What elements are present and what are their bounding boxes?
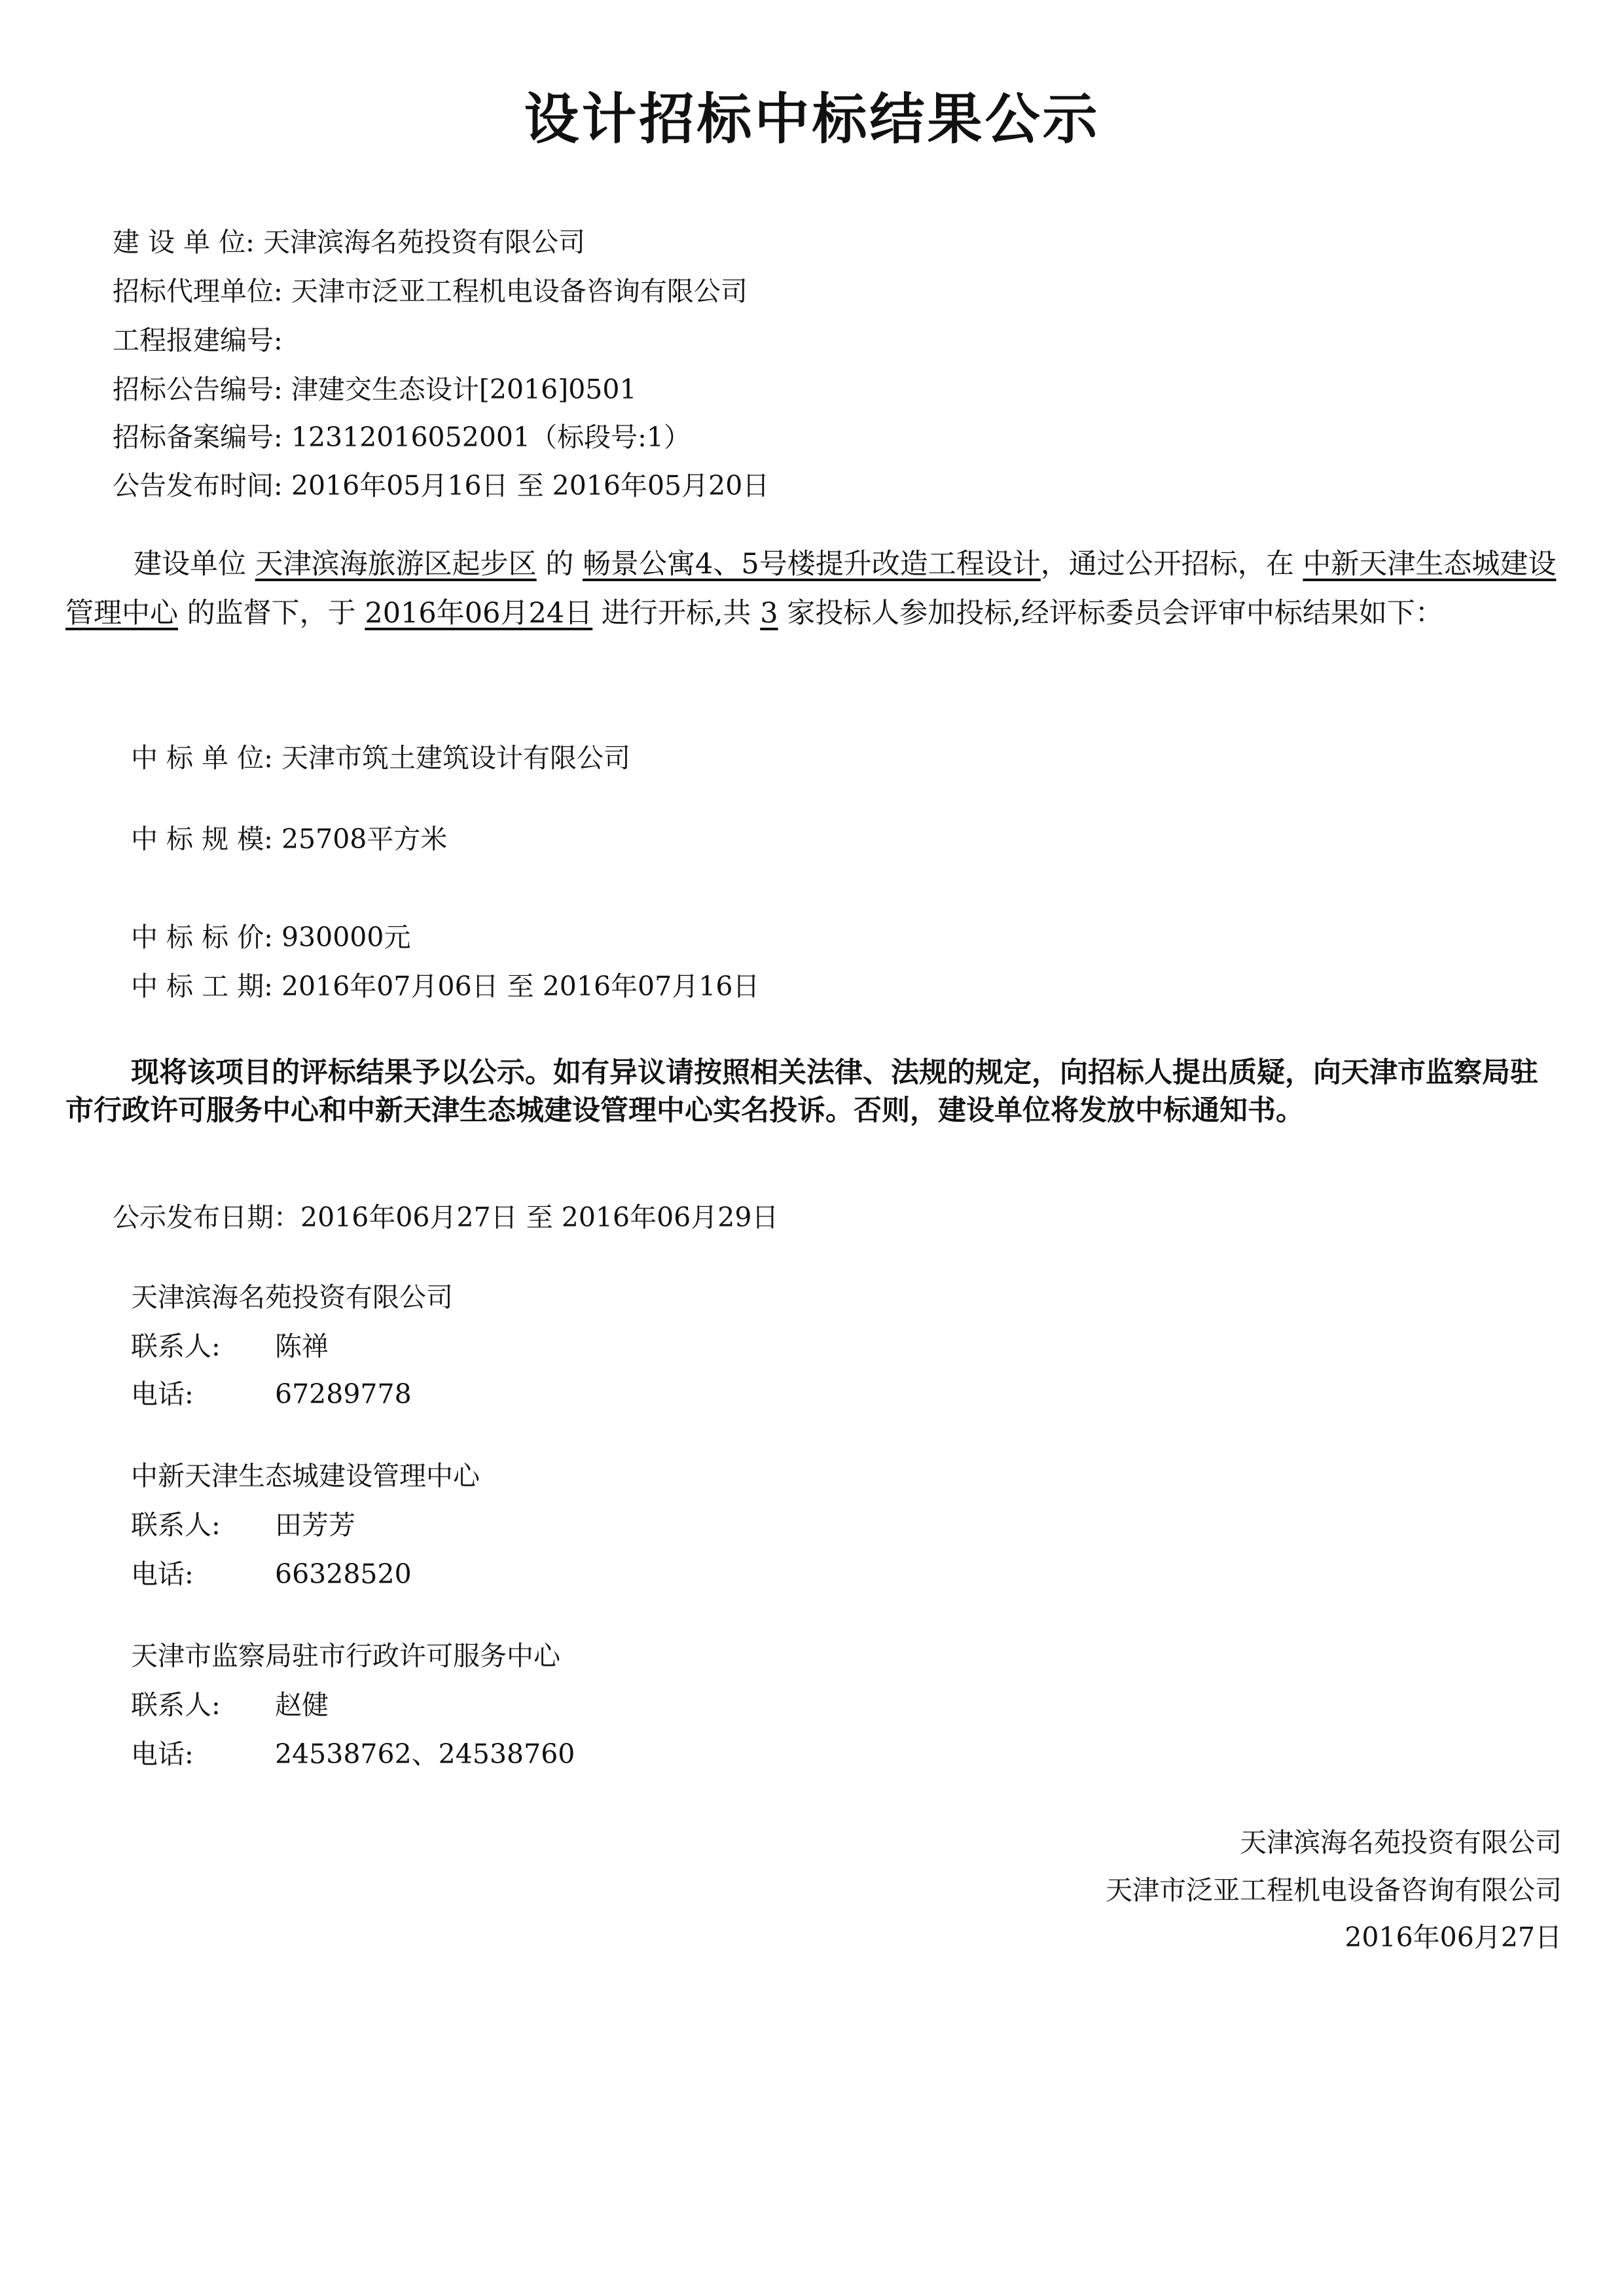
signature-date: 2016年06月27日 xyxy=(1344,1922,1562,1953)
award-winner xyxy=(131,742,630,774)
field-value: 2016年05月16日 至 2016年05月20日 xyxy=(291,470,770,501)
contact-person-name: 赵健 xyxy=(275,1689,329,1721)
contact-phone xyxy=(131,1378,412,1410)
contact-person-label: 联系人: xyxy=(131,1331,221,1362)
contact-phone-number: 67289778 xyxy=(275,1378,412,1410)
builder-name: 天津滨海旅游区起步区 xyxy=(255,548,537,581)
award-scale xyxy=(131,823,448,855)
intro-text: 进行开标,共 xyxy=(592,597,761,630)
intro-text: 的监督下，于 xyxy=(178,597,365,630)
contact-org: 天津市监察局驻市行政许可服务中心 xyxy=(131,1640,560,1672)
contact-person xyxy=(131,1509,355,1541)
intro-paragraph xyxy=(65,540,1564,638)
supervisor-name: 中新天津生态城建设管理中心 xyxy=(65,548,1557,630)
contact-phone-label: 电话: xyxy=(131,1558,194,1590)
field-value: 天津市泛亚工程机电设备咨询有限公司 xyxy=(291,276,748,307)
award-label: 中 标 工 期: xyxy=(131,971,273,1002)
contact-phone-label: 电话: xyxy=(131,1738,194,1770)
signature-org-2: 天津市泛亚工程机电设备咨询有限公司 xyxy=(1106,1874,1562,1906)
contact-person-name: 田芳芳 xyxy=(275,1509,355,1541)
contact-org: 中新天津生态城建设管理中心 xyxy=(131,1460,480,1492)
field-project-number xyxy=(113,327,283,354)
field-announcement-time xyxy=(113,470,770,501)
publicity-period: 公示发布日期：2016年06月27日 至 2016年06月29日 xyxy=(113,1202,779,1233)
contact-person xyxy=(131,1689,329,1721)
award-value: 930000元 xyxy=(281,922,411,953)
field-label: 建 设 单 位: xyxy=(113,226,255,258)
contact-person-label: 联系人: xyxy=(131,1509,221,1541)
award-label: 中 标 规 模: xyxy=(131,823,273,855)
contact-phone xyxy=(131,1738,575,1770)
field-label: 招标公告编号: xyxy=(113,374,283,405)
intro-text: 的 xyxy=(536,548,583,581)
intro-text: 建设单位 xyxy=(134,548,255,581)
contact-person xyxy=(131,1333,329,1360)
contact-phone-label: 电话: xyxy=(131,1378,194,1410)
intro-text: ，通过公开招标，在 xyxy=(1040,548,1303,581)
field-value: 12312016052001（标段号:1） xyxy=(291,422,691,453)
contact-phone-number: 24538762、24538760 xyxy=(275,1738,575,1770)
field-agent xyxy=(113,278,748,305)
field-builder xyxy=(113,226,585,258)
contact-org: 天津滨海名苑投资有限公司 xyxy=(131,1282,453,1313)
field-label: 工程报建编号: xyxy=(113,325,283,356)
field-label: 公告发布时间: xyxy=(113,470,283,501)
intro-text: 家投标人参加投标,经评标委员会评审中标结果如下： xyxy=(778,597,1443,630)
field-label: 招标代理单位: xyxy=(113,276,283,307)
field-value: 津建交生态设计[2016]0501 xyxy=(291,374,637,405)
contact-person-label: 联系人: xyxy=(131,1689,221,1721)
signature-org-1: 天津滨海名苑投资有限公司 xyxy=(1240,1827,1562,1858)
contact-phone-number: 66328520 xyxy=(275,1558,412,1590)
contact-phone xyxy=(131,1558,412,1590)
field-announcement-number xyxy=(113,376,637,403)
award-label: 中 标 单 位: xyxy=(131,742,273,774)
award-value: 25708平方米 xyxy=(281,823,448,855)
field-label: 招标备案编号: xyxy=(113,422,283,453)
field-record-number xyxy=(113,424,691,451)
award-price xyxy=(131,924,410,951)
page-title: 设计招标中标结果公示 xyxy=(524,87,1100,151)
award-period xyxy=(131,973,759,1000)
project-name: 畅景公寓4、5号楼提升改造工程设计 xyxy=(583,548,1041,581)
award-label: 中 标 标 价: xyxy=(131,922,273,953)
objection-notice: 现将该项目的评标结果予以公示。如有异议请按照相关法律、法规的规定，向招标人提出质疑，向天津市监察局驻市行政许可服务中心和中新天津生态城建设管理中心实名投诉。否则，建设单位将发放中标通知书。 xyxy=(65,1056,1538,1127)
opening-date: 2016年06月24日 xyxy=(365,597,593,630)
award-value: 2016年07月06日 至 2016年07月16日 xyxy=(281,971,760,1002)
bidder-count: 3 xyxy=(760,597,778,630)
field-value: 天津滨海名苑投资有限公司 xyxy=(262,226,585,258)
award-value: 天津市筑土建筑设计有限公司 xyxy=(281,742,630,774)
contact-person-name: 陈禅 xyxy=(275,1331,329,1362)
